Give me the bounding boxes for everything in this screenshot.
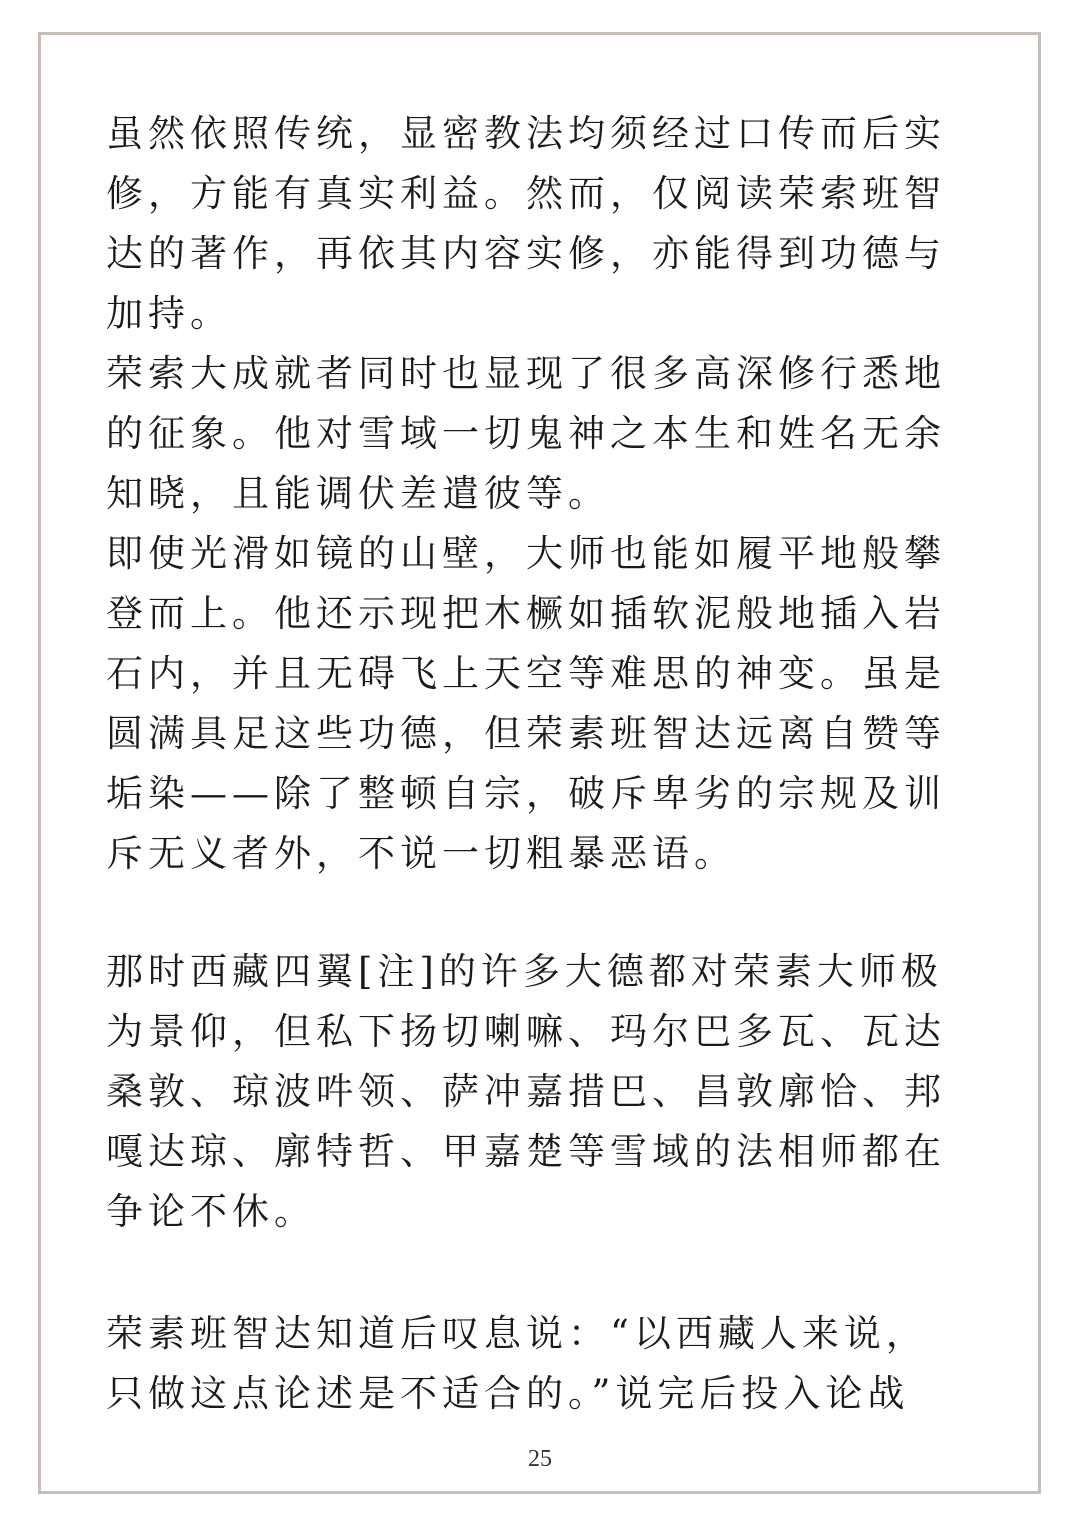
text-line: 加持。 xyxy=(106,292,232,335)
page-number: 25 xyxy=(528,1446,552,1472)
text-line: 虽然依照传统，显密教法均须经过口传而后实 xyxy=(106,112,946,155)
text-line: 桑敦、琼波吽领、萨冲嘉措巴、昌敦廓恰、邦 xyxy=(106,1070,946,1113)
text-line: 为景仰，但私下扬切喇嘛、玛尔巴多瓦、瓦达 xyxy=(106,1010,946,1053)
text-line: 荣索大成就者同时也显现了很多高深修行悉地 xyxy=(106,352,946,395)
text-line: 垢染——除了整顿自宗，破斥卑劣的宗规及训 xyxy=(106,772,946,815)
paragraph-5 xyxy=(106,1304,986,1424)
paragraph-3 xyxy=(106,524,986,884)
text-line: 的征象。他对雪域一切鬼神之本生和姓名无余 xyxy=(106,412,946,455)
text-line: 那时西藏四翼[注]的许多大德都对荣素大师极 xyxy=(106,950,943,993)
text-line: 斥无义者外，不说一切粗暴恶语。 xyxy=(106,832,736,875)
text-line: 知晓，且能调伏差遣彼等。 xyxy=(106,472,610,515)
text-line: 达的著作，再依其内容实修，亦能得到功德与 xyxy=(106,232,946,275)
paragraph-1 xyxy=(106,104,986,344)
text-line: 只做这点论述是不适合的。”说完后投入论战 xyxy=(106,1372,910,1415)
paragraph-4 xyxy=(106,942,986,1242)
text-line: 圆满具足这些功德，但荣素班智达远离自赞等 xyxy=(106,712,946,755)
paragraph-2 xyxy=(106,344,986,524)
text-line: 石内，并且无碍飞上天空等难思的神变。虽是 xyxy=(106,652,946,695)
text-line: 修，方能有真实利益。然而，仅阅读荣索班智 xyxy=(106,172,946,215)
text-line: 登而上。他还示现把木橛如插软泥般地插入岩 xyxy=(106,592,946,635)
text-line: 嘎达琼、廓特哲、甲嘉楚等雪域的法相师都在 xyxy=(106,1130,946,1173)
text-line: 即使光滑如镜的山壁，大师也能如履平地般攀 xyxy=(106,532,946,575)
text-line: 争论不休。 xyxy=(106,1190,316,1233)
text-line: 荣素班智达知道后叹息说：“以西藏人来说， xyxy=(106,1312,928,1355)
